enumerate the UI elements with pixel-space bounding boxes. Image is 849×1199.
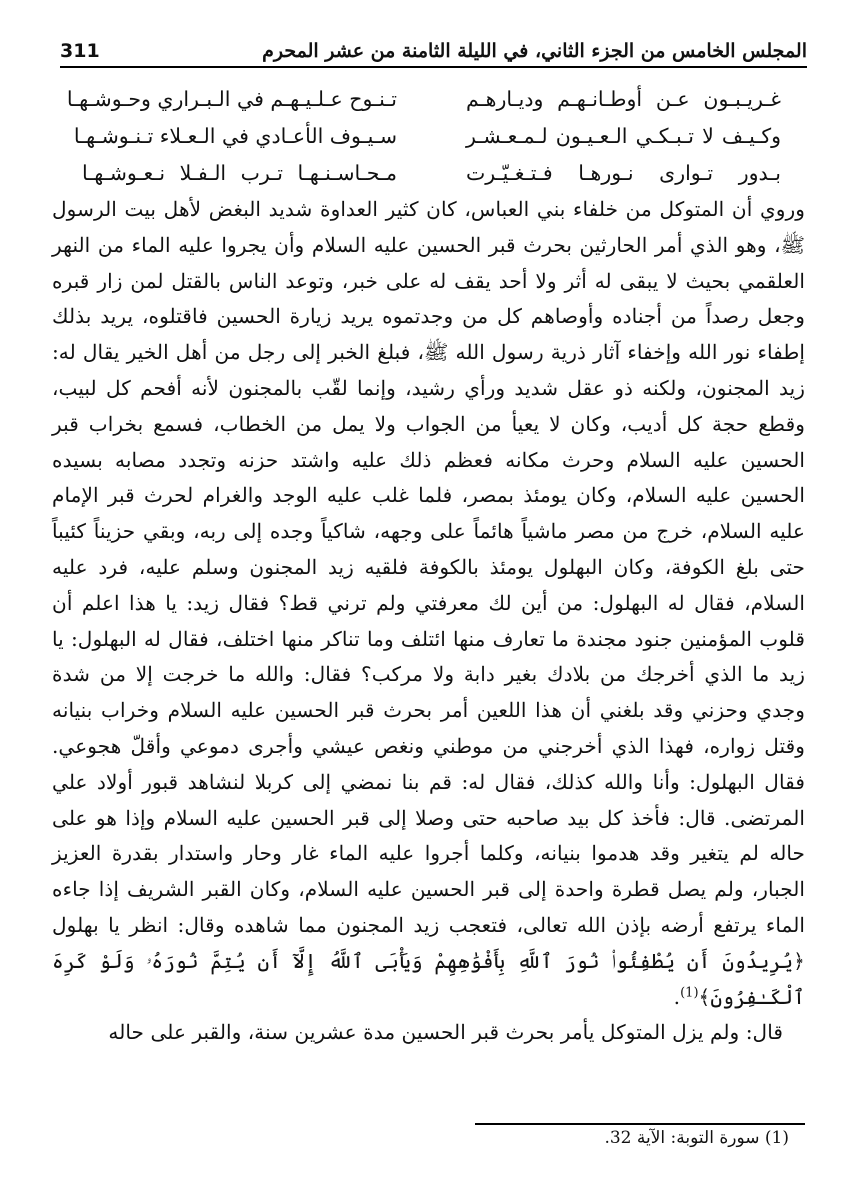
verse-second-hemistich: تـنـوح عـلـيـهـم في الـبـراري وحـوشـهـا (66, 86, 397, 111)
verse-second-hemistich: مـحـاسـنـهـا تـرب الـفـلا نـعـوشـهـا (82, 160, 397, 185)
poem (66, 80, 781, 191)
paragraph-text: قال: ولم يزل المتوكل يأمر بحرث قبر الحسين مدة عشرين سنة، والقبر على حاله (108, 1020, 783, 1045)
paragraph-main (52, 192, 805, 1015)
quran-verse: ﴿يُرِيدُونَ أَن يُطْفِئُوا۟ نُورَ ٱللَّهِ بِأَفْوَٰهِهِمْ وَيَأْبَى ٱللَّهُ إِلَّآ أَن يُتِمَّ نُورَهُۥ وَلَوْ كَرِهَ ٱلْكَـٰفِرُونَ﴾ (52, 948, 805, 1009)
footnote-reference: (1) (680, 984, 699, 1000)
verse-first-hemistich: وكـيـف لا تـبـكـي الـعـيـون لـمـعـشـر (466, 123, 781, 148)
sentence-end: . (673, 984, 681, 1009)
verse-second-hemistich: سـيـوف الأعـادي في الـعـلاء تـنـوشـهـا (73, 123, 397, 148)
verse-first-hemistich: بـدور تـوارى نـورهـا فـتـغـيّـرت (466, 160, 781, 185)
poem-verse (82, 154, 781, 191)
paragraph-continuation (52, 1015, 805, 1051)
page-number: 311 (60, 40, 100, 62)
paragraph-text: وروي أن المتوكل من خلفاء بني العباس، كان كثير العداوة شديد البغض لأهل بيت الرسول ﷺ، وهو الذي أمر الحارثين بحرث قبر الحسين عليه السلام وأن يجروا عليه الماء من النهر العلقمي بحيث لا يبقى له أثر ولا أحد يقف له على خبر، وتوعد الناس بالقتل لمن زار قبره وجعل رصداً من أجناده وأوصاهم كل من وجدتموه يريد زيارة الحسين فاقتلوه، يريد بذلك إطفاء نور الله وإخفاء آثار ذرية رسول الله ﷺ، فبلغ الخبر إلى رجل من أهل الخير يقال له: زيد المجنون، ولكنه ذو عقل شديد ورأي رشيد، وإنما لقّب بالمجنون لأنه أفحم كل لبيب، وقطع حجة كل أديب، وكان لا يعيأ من الجواب ولا يمل من الخطاب، فسمع بخراب قبر الحسين عليه السلام وحرث مكانه فعظم ذلك عليه واشتد حزنه وتجدد مصابه بسيده الحسين عليه السلام، وكان يومئذ بمصر، فلما غلب عليه الوجد والغرام لحرث قبر الإمام عليه السلام، خرج من مصر ماشياً هائماً على وجهه، شاكياً وجده إلى ربه، وبقي حزيناً كئيباً حتى بلغ الكوفة، وكان البهلول يومئذ بالكوفة فلقيه زيد المجنون وسلم عليه، فرد عليه السلام، فقال له البهلول: من أين لك معرفتي ولم ترني قط؟ فقال زيد: يا هذا اعلم أن قلوب المؤمنين جنود مجندة ما تعارف منها ائتلف وما تناكر منها اختلف، فقال له البهلول: يا زيد ما الذي أخرجك من بلادك بغير دابة ولا مركب؟ فقال: والله ما خرجت إلا من شدة وجدي وحزني وقد بلغني أن هذا اللعين أمر بحرث قبر الحسين عليه السلام وخراب بنيانه وقتل زواره، فهذا الذي أخرجني من موطني ونغص عيشي وأجرى دموعي وأقلّ هجوعي. فقال البهلول: وأنا والله كذلك، فقال له: قم بنا نمضي إلى كربلا لنشاهد قبور أولاد علي المرتضى. قال: فأخذ كل بيد صاحبه حتى وصلا إلى قبر الحسين عليه السلام وإذا هو على حاله لم يتغير وقد هدموا بنيانه، وكلما أجروا عليه الماء غار وحار واستدار بقدرة العزيز الجبار، ولم يصل قطرة واحدة إلى قبر الحسين عليه السلام، وكان القبر الشريف إذا جاءه الماء يرتفع أرضه بإذن الله تعالى، فتعجب زيد المجنون مما شاهده وقال: انظر يا بهلول (52, 197, 806, 937)
body-text (52, 192, 805, 1051)
footnote-divider (475, 1123, 805, 1125)
verse-first-hemistich: غـريـبـون عـن أوطـانـهـم وديـارهـم (466, 86, 781, 111)
page-header (60, 28, 807, 68)
footnote: (1) سورة التوبة: الآية 32. (604, 1128, 789, 1148)
poem-verse (73, 117, 781, 154)
poem-verse (66, 80, 781, 117)
running-title: المجلس الخامس من الجزء الثاني، في الليلة الثامنة من عشر المحرم (262, 40, 807, 62)
